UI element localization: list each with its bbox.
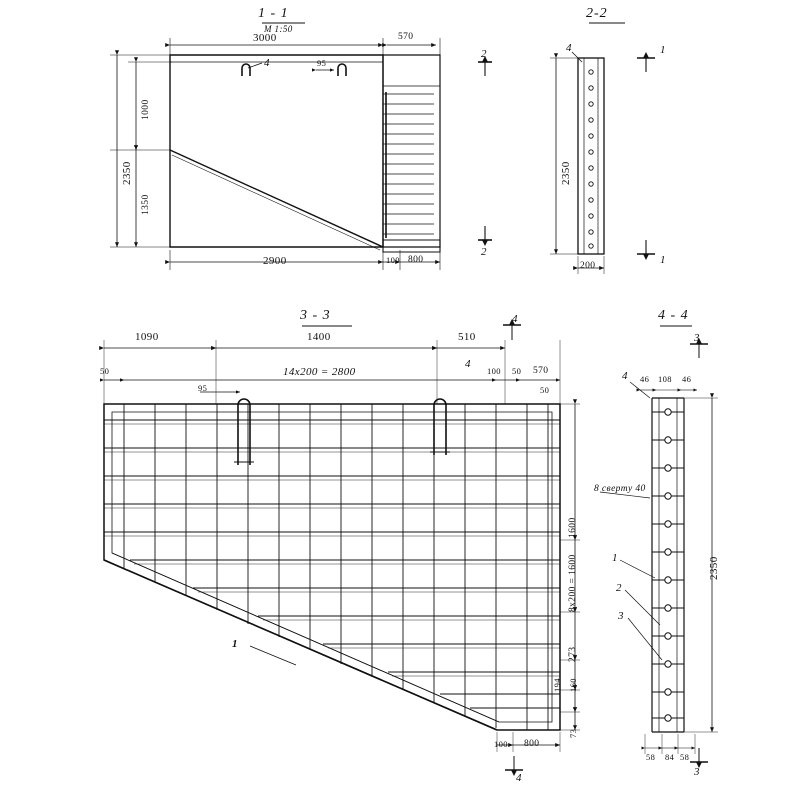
section-mark-2-bottom: 2 — [481, 246, 487, 258]
dim-200: 200 — [580, 261, 596, 271]
mark-1-diagonal: 1 — [232, 638, 238, 650]
mark-4-sec22: 4 — [566, 42, 572, 54]
section-title-3-3: 3 - 3 — [300, 308, 331, 323]
dim-1600: 1600 — [568, 517, 578, 538]
dim-73: 73 — [568, 728, 578, 738]
dim-1400: 1400 — [307, 331, 331, 343]
dim-100: 100 — [386, 255, 400, 265]
section-mark-3-bottom: 3 — [694, 766, 700, 778]
dim-800-b: 800 — [524, 739, 540, 749]
dim-510: 510 — [458, 331, 476, 343]
section-mark-4-top3: 4 — [512, 313, 518, 325]
section-title-4-4: 4 - 4 — [658, 308, 689, 323]
note-svertu: 8 свертy 40 — [594, 484, 646, 494]
section-mark-2-top: 2 — [481, 48, 487, 60]
dim-2350-sec22: 2350 — [560, 161, 572, 185]
section-title-1-1: 1 - 1 — [258, 6, 289, 21]
dim-1000: 1000 — [141, 99, 151, 120]
dim-100-c: 100 — [494, 739, 508, 749]
dim-3000: 3000 — [253, 32, 277, 44]
dim-570-b: 570 — [533, 366, 549, 376]
dim-58: 58 — [646, 752, 656, 762]
dim-46: 46 — [640, 374, 650, 384]
mark-4-hook-right: 4 — [465, 358, 471, 370]
dim-95: 95 — [317, 58, 327, 68]
mark-1-sec44: 1 — [612, 552, 618, 564]
dim-2350-sec44: 2350 — [708, 556, 720, 580]
dim-108: 108 — [658, 374, 672, 384]
section-mark-4-bottom3: 4 — [516, 772, 522, 784]
dim-58-b: 58 — [680, 752, 690, 762]
dim-46-b: 46 — [682, 374, 692, 384]
section-mark-1-bottom: 1 — [660, 254, 666, 266]
mark-2-sec44: 2 — [616, 582, 622, 594]
dim-14x200: 14х200 = 2800 — [283, 366, 356, 378]
dim-8x200: 8х200 = 1600 — [568, 554, 578, 612]
dim-50-b: 50 — [512, 366, 522, 376]
mark-4-sec11: 4 — [264, 57, 270, 69]
section-mark-1-top: 1 — [660, 44, 666, 56]
mark-4-sec44: 4 — [622, 370, 628, 382]
dim-1350: 1350 — [141, 194, 151, 215]
dim-50-c: 50 — [540, 385, 550, 395]
dim-800: 800 — [408, 255, 424, 265]
dim-570: 570 — [398, 32, 414, 42]
dim-95-b: 95 — [198, 383, 208, 393]
dim-194: 194 — [552, 678, 562, 692]
dim-100-b: 100 — [487, 366, 501, 376]
dim-1090: 1090 — [135, 331, 159, 343]
section-mark-3-top: 3 — [694, 332, 700, 344]
section-scale-1-1: М 1:50 — [264, 24, 293, 34]
dim-160: 160 — [568, 678, 578, 692]
dim-2350: 2350 — [121, 161, 133, 185]
mark-3-sec44: 3 — [618, 610, 624, 622]
dim-273: 273 — [568, 646, 578, 662]
dim-84: 84 — [665, 752, 675, 762]
dim-2900: 2900 — [263, 255, 287, 267]
dim-50-a: 50 — [100, 366, 110, 376]
section-title-2-2: 2-2 — [586, 6, 608, 21]
